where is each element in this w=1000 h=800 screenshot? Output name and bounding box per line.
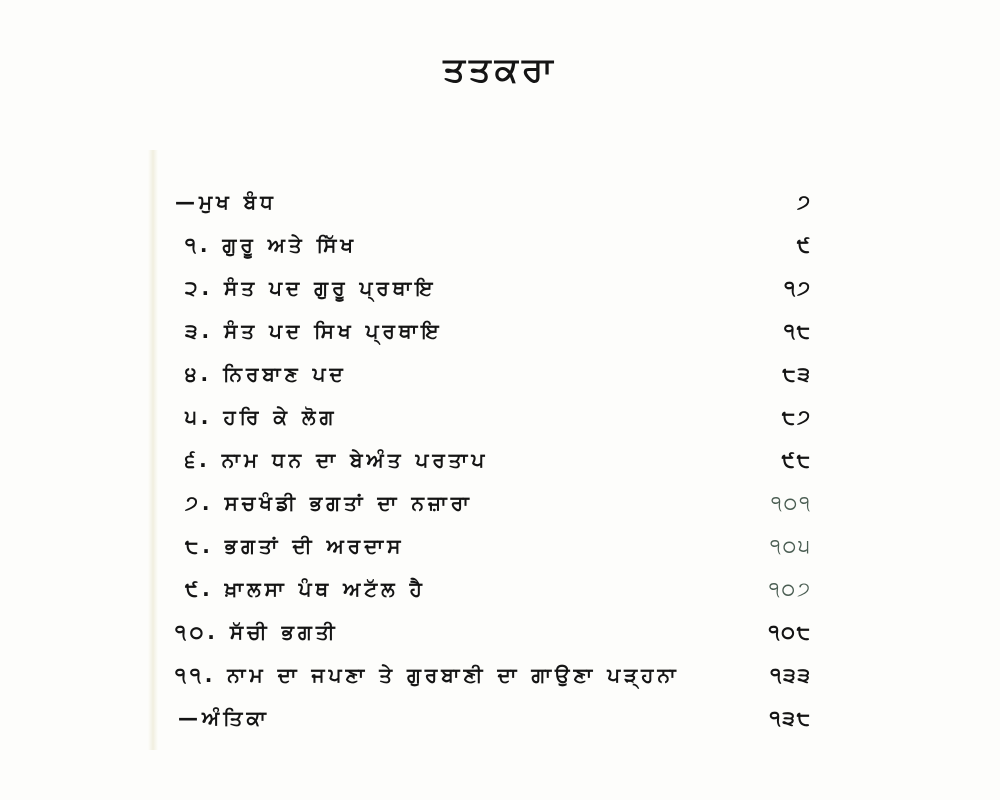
toc-page-number: ੧੦੫ [769,534,812,558]
toc-entry-label: ੨. ਸੰਤ ਪਦ ਗੁਰੂ ਪ੍ਰਥਾਇ [185,276,437,300]
toc-row [0,577,1000,613]
toc-row [0,491,1000,527]
toc-page-number: ੧੩੮ [769,706,812,730]
toc-page-number: ੭ [797,190,812,214]
toc-entry-label: ੧੧. ਨਾਮ ਦਾ ਜਪਣਾ ਤੇ ਗੁਰਬਾਣੀ ਦਾ ਗਾਉਣਾ ਪੜ੍ਹਨਾ [175,663,680,687]
toc-entry-label: ੭. ਸਚਖੰਡੀ ਭਗਤਾਂ ਦਾ ਨਜ਼ਾਰਾ [185,491,473,515]
toc-row [0,276,1000,312]
toc-page-number: ੧੮ [783,319,812,343]
toc-entry-label: ੬. ਨਾਮ ਧਨ ਦਾ ਬੇਅੰਤ ਪਰਤਾਪ [185,448,489,472]
toc-row [0,319,1000,355]
toc-page-number: ੮੭ [781,405,812,429]
toc-entry-label: —ਅੰਤਿਕਾ [178,706,270,730]
toc-row [0,190,1000,226]
toc-row [0,362,1000,398]
toc-page-number: ੮੩ [782,362,812,386]
toc-page-number: ੧੦੭ [768,577,812,601]
toc-page-number: ੯੮ [781,448,812,472]
toc-entry-label: ੧. ਗੁਰੂ ਅਤੇ ਸਿੱਖ [185,233,358,257]
page-title: ਤਤਕਰਾ [443,50,557,90]
toc-entry-label: —ਮੁਖ ਬੰਧ [175,190,277,214]
toc-entry-label: ੪. ਨਿਰਬਾਣ ਪਦ [185,362,347,386]
toc-page-number: ੧੭ [784,276,812,300]
toc-row [0,620,1000,656]
toc-row [0,663,1000,699]
toc-row [0,706,1000,742]
toc-entry-label: ੫. ਹਰਿ ਕੇ ਲੋਗ [185,405,338,429]
toc-entry-label: ੮. ਭਗਤਾਂ ਦੀ ਅਰਦਾਸ [185,534,405,558]
toc-row [0,534,1000,570]
toc-entry-label: ੩. ਸੰਤ ਪਦ ਸਿਖ ਪ੍ਰਥਾਇ [185,319,443,343]
toc-row [0,405,1000,441]
toc-entry-label: ੯. ਖ਼ਾਲਸਾ ਪੰਥ ਅਟੱਲ ਹੈ [185,577,426,601]
toc-row [0,233,1000,269]
toc-page-number: ੯ [796,233,812,257]
toc-entry-label: ੧੦. ਸੱਚੀ ਭਗਤੀ [175,620,339,644]
toc-page-number: ੧੦੧ [770,491,812,515]
toc-row [0,448,1000,484]
toc-page-number: ੧੩੩ [770,663,812,687]
toc-page-number: ੧੦੮ [768,620,812,644]
